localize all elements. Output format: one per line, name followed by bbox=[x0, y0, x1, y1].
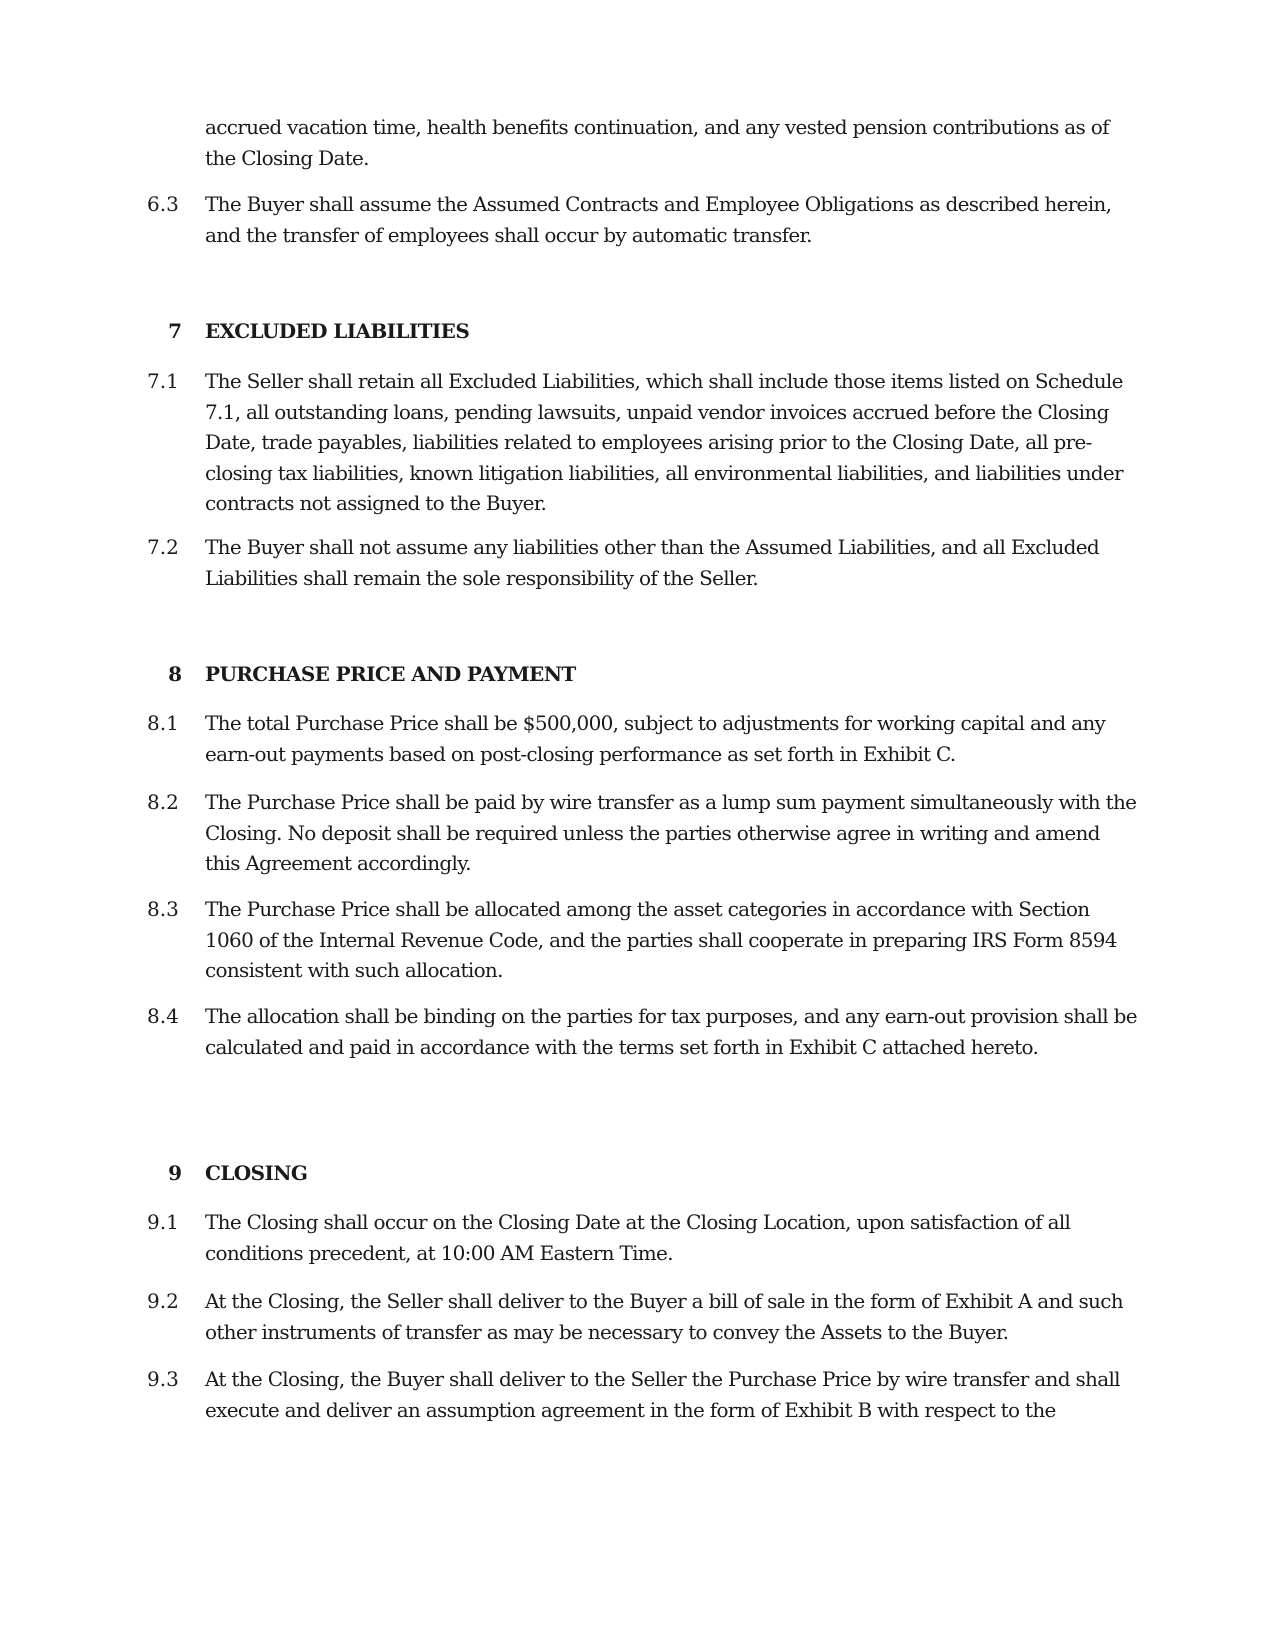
clause-9-3 bbox=[147, 1364, 1137, 1425]
clause-number: 8.1 bbox=[147, 711, 179, 735]
clause-text: The allocation shall be binding on the parties for tax purposes, and any earn-out provision shall be calculated and paid in accordance with the terms set forth in Exhibit C attached hereto. bbox=[205, 1004, 1137, 1059]
clause-number: 7.1 bbox=[147, 369, 179, 393]
section-number: 7 bbox=[168, 319, 182, 343]
section-number: 8 bbox=[168, 662, 182, 686]
section-title: EXCLUDED LIABILITIES bbox=[205, 319, 470, 343]
clause-text: The Purchase Price shall be allocated among the asset categories in accordance with Section 1060 of the Internal Revenue Code, and the parties shall cooperate in preparing IRS Form 8594 consistent with such allocation. bbox=[205, 897, 1117, 982]
clause-text: The Seller shall retain all Excluded Liabilities, which shall include those items listed on Schedule 7.1, all outstanding loans, pending lawsuits, unpaid vendor invoices accrued before the Closing Date, trade payables, liabilities related to employees arising prior to the Closing Date, all pre-closing tax liabilities, known litigation liabilities, all environmental liabilities, and liabilities under contracts not assigned to the Buyer. bbox=[205, 369, 1123, 515]
clause-text: The Buyer shall assume the Assumed Contracts and Employee Obligations as described herein, and the transfer of employees shall occur by automatic transfer. bbox=[205, 192, 1112, 247]
clause-7-1 bbox=[147, 366, 1137, 519]
clause-text: At the Closing, the Seller shall deliver to the Buyer a bill of sale in the form of Exhibit A and such other instruments of transfer as may be necessary to convey the Assets to the Buyer. bbox=[205, 1289, 1123, 1344]
clause-8-3 bbox=[147, 894, 1137, 986]
clause-number: 6.3 bbox=[147, 192, 179, 216]
clause-number: 8.4 bbox=[147, 1004, 179, 1028]
clause-6-3 bbox=[147, 189, 1137, 250]
section-heading-8 bbox=[147, 659, 1137, 690]
clause-7-2 bbox=[147, 532, 1137, 593]
clause-number: 8.3 bbox=[147, 897, 179, 921]
clause-text: The Closing shall occur on the Closing Date at the Closing Location, upon satisfaction of all conditions precedent, at 10:00 AM Eastern Time. bbox=[205, 1210, 1071, 1265]
clause-9-1 bbox=[147, 1207, 1137, 1268]
section-heading-9 bbox=[147, 1158, 1137, 1189]
clause-text: The total Purchase Price shall be $500,000, subject to adjustments for working capital and any earn-out payments based on post-closing performance as set forth in Exhibit C. bbox=[205, 711, 1106, 766]
clause-number: 9.2 bbox=[147, 1289, 179, 1313]
section-title: PURCHASE PRICE AND PAYMENT bbox=[205, 662, 576, 686]
clause-text: The Buyer shall not assume any liabilities other than the Assumed Liabilities, and all Excluded Liabilities shall remain the sole responsibility of the Seller. bbox=[205, 535, 1100, 590]
clause-8-1 bbox=[147, 708, 1137, 769]
clause-8-4 bbox=[147, 1001, 1137, 1062]
section-title: CLOSING bbox=[205, 1161, 308, 1185]
paragraph-text: accrued vacation time, health benefits continuation, and any vested pension contributions as of the Closing Date. bbox=[205, 115, 1109, 170]
clause-text: The Purchase Price shall be paid by wire transfer as a lump sum payment simultaneously with the Closing. No deposit shall be required unless the parties otherwise agree in writing and amend this Agreement accordingly. bbox=[205, 790, 1137, 875]
clause-number: 7.2 bbox=[147, 535, 179, 559]
clause-number: 9.1 bbox=[147, 1210, 179, 1234]
clause-number: 9.3 bbox=[147, 1367, 179, 1391]
section-heading-7 bbox=[147, 316, 1137, 347]
clause-number: 8.2 bbox=[147, 790, 179, 814]
clause-8-2 bbox=[147, 787, 1137, 879]
clause-9-2 bbox=[147, 1286, 1137, 1347]
clause-text: At the Closing, the Buyer shall deliver to the Seller the Purchase Price by wire transfer and shall execute and deliver an assumption agreement in the form of Exhibit B with respect to the bbox=[205, 1367, 1120, 1422]
section-number: 9 bbox=[168, 1161, 182, 1185]
continuation-paragraph bbox=[147, 112, 1137, 173]
